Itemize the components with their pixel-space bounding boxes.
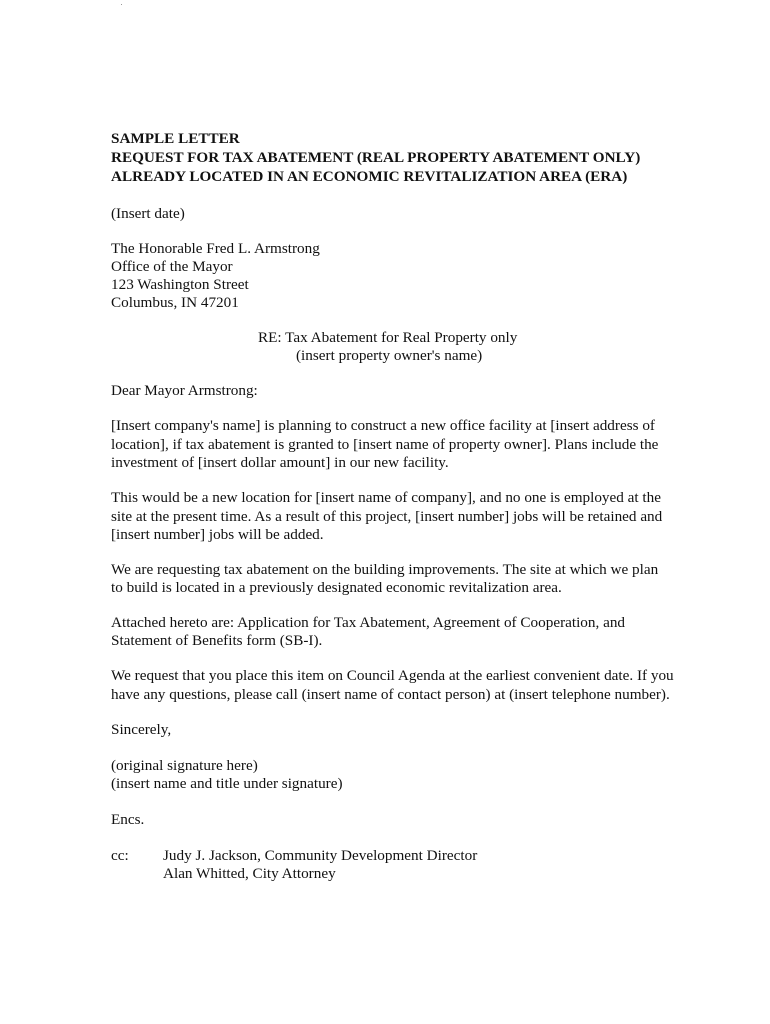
letter-date: (Insert date) — [111, 205, 185, 222]
paragraph-1-line-1: [Insert company's name] is planning to construct a new office facility at [insert address of — [111, 417, 655, 434]
enclosures: Encs. — [111, 811, 145, 828]
re-line-1: RE: Tax Abatement for Real Property only — [258, 329, 518, 346]
recipient-name: The Honorable Fred L. Armstrong — [111, 240, 320, 257]
heading-line-3: ALREADY LOCATED IN AN ECONOMIC REVITALIZATION AREA (ERA) — [111, 168, 628, 185]
scan-mark — [121, 4, 122, 5]
heading-line-1: SAMPLE LETTER — [111, 130, 240, 147]
paragraph-3-line-1: We are requesting tax abatement on the building improvements. The site at which we plan — [111, 561, 659, 578]
cc-line-2: Alan Whitted, City Attorney — [163, 865, 336, 882]
recipient-office: Office of the Mayor — [111, 258, 233, 275]
paragraph-4-line-2: Statement of Benefits form (SB-I). — [111, 632, 323, 649]
paragraph-2-line-3: [insert number] jobs will be added. — [111, 526, 324, 543]
signature-line-2: (insert name and title under signature) — [111, 775, 343, 792]
re-line-2: (insert property owner's name) — [296, 347, 483, 364]
recipient-street: 123 Washington Street — [111, 276, 249, 293]
paragraph-4-line-1: Attached hereto are: Application for Tax Abatement, Agreement of Cooperation, and — [111, 614, 626, 631]
paragraph-1-line-3: investment of [insert dollar amount] in our new facility. — [111, 454, 449, 471]
paragraph-5-line-2: have any questions, please call (insert name of contact person) at (insert telephone number). — [111, 686, 670, 703]
cc-label: cc: — [111, 847, 129, 864]
signature-line-1: (original signature here) — [111, 757, 258, 774]
paragraph-3-line-2: to build is located in a previously designated economic revitalization area. — [111, 579, 562, 596]
paragraph-2-line-2: site at the present time. As a result of this project, [insert number] jobs will be retained and — [111, 508, 663, 525]
paragraph-1-line-2: location], if tax abatement is granted to [insert name of property owner]. Plans include the — [111, 436, 659, 453]
paragraph-5-line-1: We request that you place this item on Council Agenda at the earliest convenient date. If you — [111, 667, 674, 684]
heading-line-2: REQUEST FOR TAX ABATEMENT (REAL PROPERTY ABATEMENT ONLY) — [111, 149, 641, 166]
salutation: Dear Mayor Armstrong: — [111, 382, 258, 399]
closing: Sincerely, — [111, 721, 172, 738]
cc-line-1: Judy J. Jackson, Community Development Director — [163, 847, 478, 864]
paragraph-2-line-1: This would be a new location for [insert name of company], and no one is employed at the — [111, 489, 661, 506]
recipient-city: Columbus, IN 47201 — [111, 294, 239, 311]
